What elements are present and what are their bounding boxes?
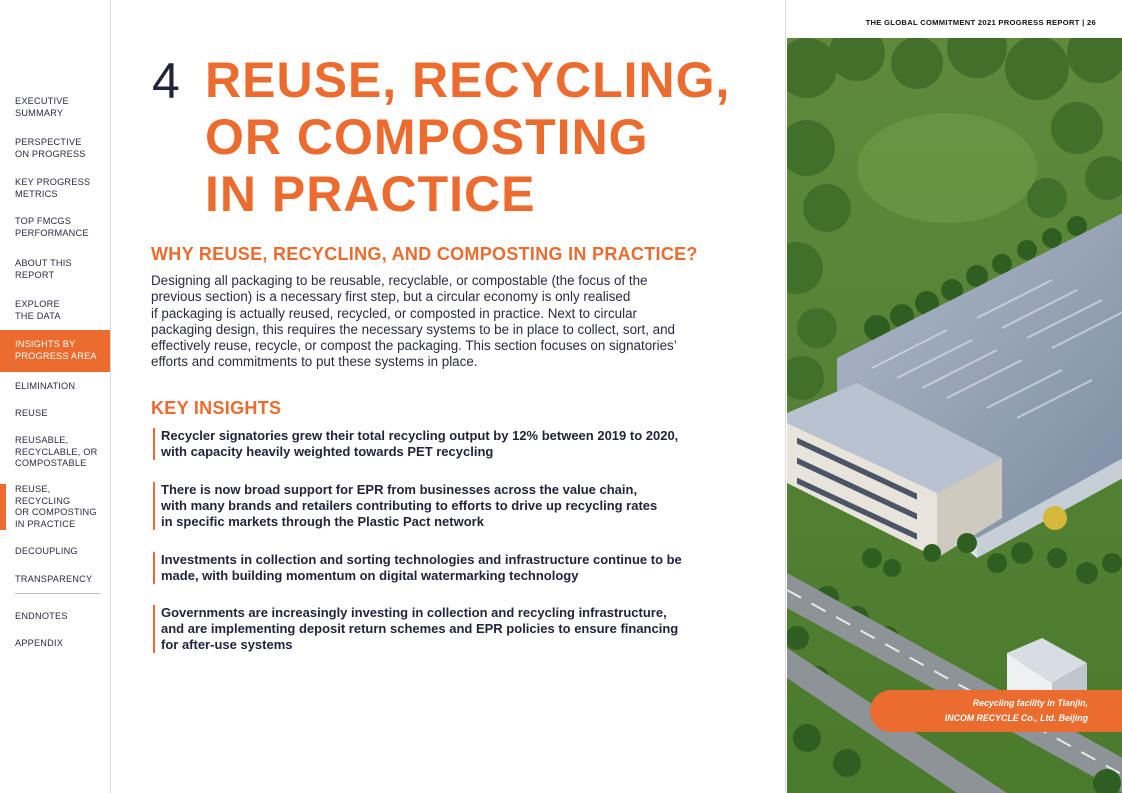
key-insights-heading: KEY INSIGHTS [151, 398, 282, 418]
key-insight-item [153, 552, 743, 584]
sidebar-item-label: ABOUT THIS REPORT [15, 258, 72, 280]
sidebar-nav [0, 0, 111, 793]
sidebar-item-key-progress-metrics[interactable] [0, 177, 110, 200]
key-insight-item [153, 605, 743, 653]
body-line: previous section) is a necessary first step, but a circular economy is only realised [151, 289, 631, 305]
current-page-marker [0, 484, 6, 530]
insight-line: and are implementing deposit return schemes and EPR policies to ensure financing [161, 621, 679, 636]
sidebar-item-executive-summary[interactable] [0, 96, 110, 119]
body-line: if packaging is actually reused, recycled, or composted in practice. Next to circular [151, 305, 637, 321]
sidebar-item-label: TRANSPARENCY [15, 574, 93, 584]
sidebar-item-label: ELIMINATION [15, 381, 76, 391]
sidebar-item-transparency[interactable] [0, 574, 110, 586]
why-body-text [151, 273, 743, 371]
sidebar-item-appendix[interactable] [0, 638, 110, 650]
sidebar-item-label: EXPLORE THE DATA [15, 299, 61, 321]
right-panel [785, 0, 1122, 793]
sidebar-item-label: EXECUTIVE SUMMARY [15, 96, 69, 118]
sidebar-item-insights-by-progress-area[interactable] [0, 330, 110, 372]
sidebar-item-endnotes[interactable] [0, 611, 110, 623]
insight-line: Governments are increasingly investing in collection and recycling infrastructure, [161, 605, 667, 620]
sidebar-item-label: REUSE [15, 408, 48, 418]
sidebar-item-label: INSIGHTS BY PROGRESS AREA [15, 339, 97, 361]
insight-line: Investments in collection and sorting technologies and infrastructure continue to be [161, 552, 682, 567]
insight-line: There is now broad support for EPR from businesses across the value chain, [161, 482, 638, 497]
sidebar-item-reusable-recyclable-or-compostable[interactable] [0, 435, 110, 470]
body-line: Designing all packaging to be reusable, recyclable, or compostable (the focus of the [151, 273, 648, 288]
sidebar-item-label: PERSPECTIVE ON PROGRESS [15, 137, 86, 159]
insight-line: with capacity heavily weighted towards PET recycling [161, 444, 494, 459]
sidebar-item-elimination[interactable] [0, 381, 110, 393]
main-content [112, 0, 784, 793]
insight-line: for after-use systems [161, 637, 293, 652]
facility-illustration [787, 38, 1122, 793]
chapter-number: 4 [152, 53, 180, 109]
insight-line: Recycler signatories grew their total recycling output by 12% between 2019 to 2020, [161, 428, 679, 443]
sidebar-item-reuse[interactable] [0, 408, 110, 420]
sidebar-item-reuse-recycling-or-composting[interactable] [0, 484, 110, 530]
key-insight-item [153, 482, 743, 530]
insight-line: made, with building momentum on digital watermarking technology [161, 568, 579, 583]
body-line: packaging design, this requires the necessary systems to be in place to collect, sort, and [151, 321, 676, 337]
sidebar-divider [15, 593, 100, 594]
report-header: THE GLOBAL COMMITMENT 2021 PROGRESS REPORT | 26 [865, 18, 1096, 27]
sidebar-item-top-fmcgs-performance[interactable] [0, 216, 110, 239]
sidebar-item-about-this-report[interactable] [0, 258, 110, 281]
chapter-title-line: OR COMPOSTING [205, 109, 649, 165]
sidebar-item-label: KEY PROGRESS METRICS [15, 177, 91, 199]
sidebar-item-explore-the-data[interactable] [0, 299, 110, 322]
sidebar-item-label: REUSE, RECYCLING OR COMPOSTING IN PRACTICE [15, 484, 97, 529]
sidebar-item-label: TOP FMCGS PERFORMANCE [15, 216, 89, 238]
caption-line: INCOM RECYCLE Co., Ltd. Beijing [944, 713, 1088, 723]
why-heading: WHY REUSE, RECYCLING, AND COMPOSTING IN PRACTICE? [151, 244, 698, 264]
body-line: efforts and commitments to put these systems in place. [151, 354, 478, 370]
insight-line: with many brands and retailers contributing to efforts to drive up recycling rates [161, 498, 658, 513]
key-insight-item [153, 428, 743, 460]
caption-line: Recycling facility in Tianjin, [972, 698, 1088, 708]
photo-caption [870, 690, 1122, 732]
chapter-title-line: REUSE, RECYCLING, [205, 52, 731, 108]
body-line: effectively reuse, recycle, or compost the packaging. This section focuses on signatories’ [151, 338, 677, 354]
facility-photo [787, 38, 1122, 793]
sidebar-item-label: APPENDIX [15, 638, 64, 648]
sidebar-item-label: DECOUPLING [15, 546, 78, 556]
sidebar-item-perspective-on-progress[interactable] [0, 137, 110, 160]
sidebar-item-label: ENDNOTES [15, 611, 68, 621]
insight-line: in specific markets through the Plastic Pact network [161, 514, 484, 529]
chapter-title-line: IN PRACTICE [205, 166, 536, 222]
chapter-title [205, 52, 805, 223]
sidebar-item-label: REUSABLE, RECYCLABLE, OR COMPOSTABLE [15, 435, 98, 468]
sidebar-item-decoupling[interactable] [0, 546, 110, 558]
